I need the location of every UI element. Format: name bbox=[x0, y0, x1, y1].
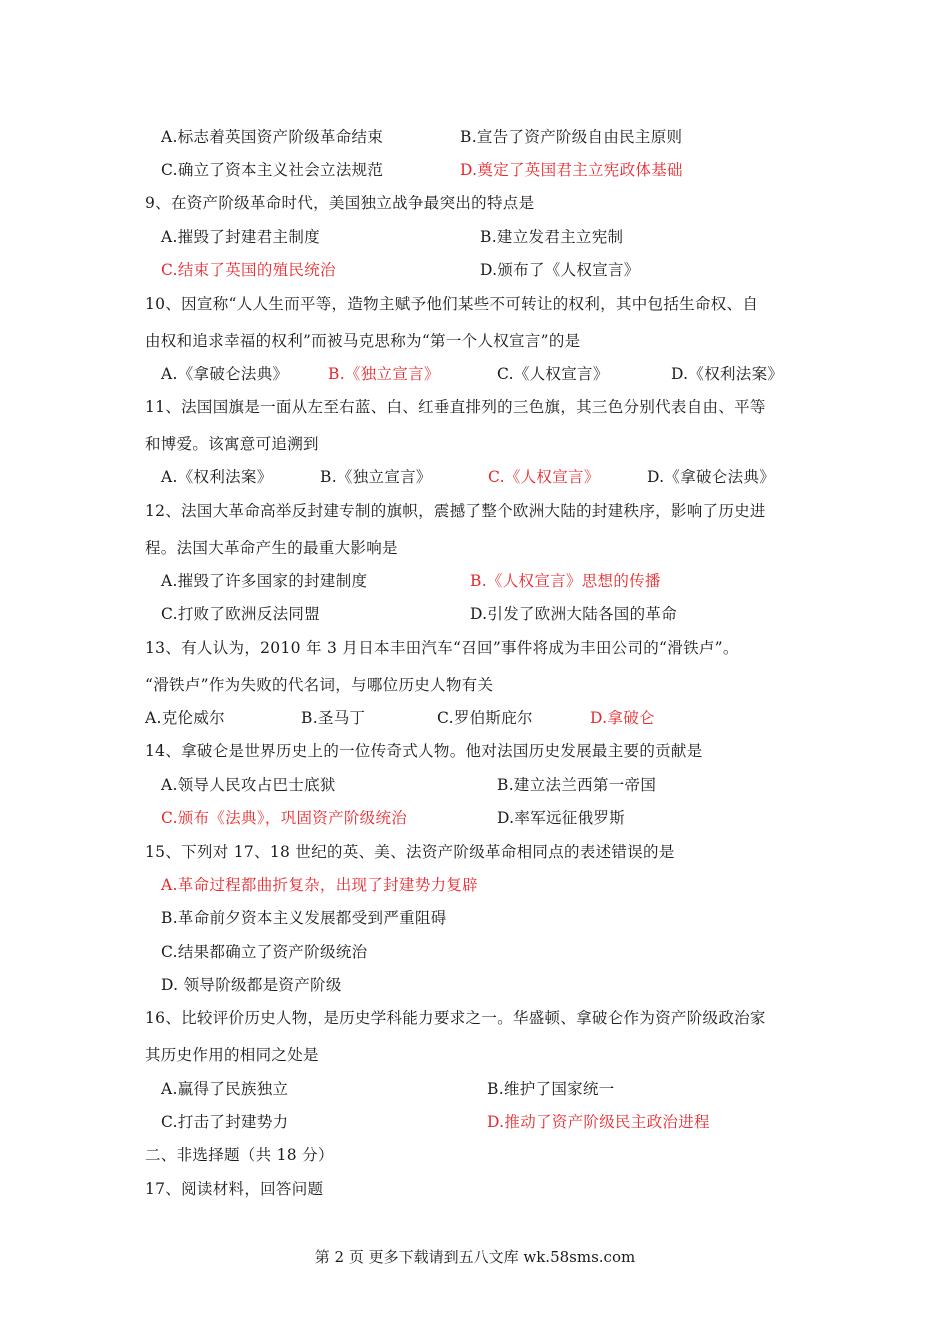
q11-option-d: D.《拿破仑法典》 bbox=[647, 468, 776, 486]
q14-option-a: A.领导人民攻占巴士底狱 bbox=[161, 776, 336, 794]
q17-stem: 17、阅读材料，回答问题 bbox=[145, 1180, 324, 1198]
q9-option-a: A.摧毁了封建君主制度 bbox=[161, 228, 320, 246]
q8-option-d-answer: D.奠定了英国君主立宪政体基础 bbox=[460, 161, 683, 179]
q15-option-d: D. 领导阶级都是资产阶级 bbox=[161, 976, 342, 994]
q16-stem-line1: 16、比较评价历史人物，是历史学科能力要求之一。华盛顿、拿破仑作为资产阶级政治家 bbox=[145, 1009, 766, 1027]
q10-stem-line2: 由权和追求幸福的权利”而被马克思称为“第一个人权宣言”的是 bbox=[145, 332, 581, 350]
q12-option-d: D.引发了欧洲大陆各国的革命 bbox=[470, 605, 678, 623]
q10-option-b-answer: B.《独立宣言》 bbox=[328, 365, 440, 383]
q16-option-d-answer: D.推动了资产阶级民主政治进程 bbox=[487, 1113, 710, 1131]
q15-option-c: C.结果都确立了资产阶级统治 bbox=[161, 943, 368, 961]
q12-stem-line2: 程。法国大革命产生的最重大影响是 bbox=[145, 539, 398, 557]
q16-stem-line2: 其历史作用的相同之处是 bbox=[145, 1046, 319, 1064]
q11-option-a: A.《权利法案》 bbox=[161, 468, 273, 486]
q8-option-a: A.标志着英国资产阶级革命结束 bbox=[161, 128, 384, 146]
q13-option-b: B.圣马丁 bbox=[301, 709, 366, 727]
q11-option-c-answer: C.《人权宣言》 bbox=[488, 468, 600, 486]
q8-option-c: C.确立了资本主义社会立法规范 bbox=[161, 161, 384, 179]
q10-option-c: C.《人权宣言》 bbox=[497, 365, 609, 383]
q16-option-c: C.打击了封建势力 bbox=[161, 1113, 289, 1131]
q12-stem-line1: 12、法国大革命高举反封建专制的旗帜，震撼了整个欧洲大陆的封建秩序，影响了历史进 bbox=[145, 502, 766, 520]
q16-option-a: A.赢得了民族独立 bbox=[161, 1080, 289, 1098]
q10-option-a: A.《拿破仑法典》 bbox=[161, 365, 289, 383]
q9-option-c-answer: C.结束了英国的殖民统治 bbox=[161, 261, 336, 279]
q10-option-d: D.《权利法案》 bbox=[671, 365, 784, 383]
q13-option-a: A.克伦威尔 bbox=[145, 709, 225, 727]
q9-stem: 9、在资产阶级革命时代，美国独立战争最突出的特点是 bbox=[145, 194, 535, 212]
q14-option-d: D.率军远征俄罗斯 bbox=[497, 809, 626, 827]
q11-stem-line2: 和博爱。该寓意可追溯到 bbox=[145, 435, 319, 453]
q13-stem-line2: “滑铁卢”作为失败的代名词，与哪位历史人物有关 bbox=[145, 676, 494, 694]
q10-stem-line1: 10、因宣称“人人生而平等，造物主赋予他们某些不可转让的权利，其中包括生命权、自 bbox=[145, 295, 759, 313]
q14-option-b: B.建立法兰西第一帝国 bbox=[497, 776, 657, 794]
q14-stem: 14、拿破仑是世界历史上的一位传奇式人物。他对法国历史发展最主要的贡献是 bbox=[145, 742, 703, 760]
section2-heading: 二、非选择题（共 18 分） bbox=[145, 1146, 334, 1164]
q11-option-b: B.《独立宣言》 bbox=[320, 468, 432, 486]
q16-option-b: B.维护了国家统一 bbox=[487, 1080, 615, 1098]
q9-option-b: B.建立发君主立宪制 bbox=[480, 228, 624, 246]
q9-option-d: D.颁布了《人权宣言》 bbox=[480, 261, 640, 279]
q15-option-b: B.革命前夕资本主义发展都受到严重阻碍 bbox=[161, 909, 447, 927]
q13-stem-line1: 13、有人认为，2010 年 3 月日本丰田汽车“召回”事件将成为丰田公司的“滑铁卢”。 bbox=[145, 639, 739, 657]
q12-option-a: A.摧毁了许多国家的封建制度 bbox=[161, 572, 368, 590]
q13-option-c: C.罗伯斯庇尔 bbox=[437, 709, 533, 727]
q13-option-d-answer: D.拿破仑 bbox=[590, 709, 655, 727]
q15-stem: 15、下列对 17、18 世纪的英、美、法资产阶级革命相同点的表述错误的是 bbox=[145, 843, 675, 861]
q14-option-c-answer: C.颁布《法典》，巩固资产阶级统治 bbox=[161, 809, 408, 827]
q15-option-a-answer: A.革命过程都曲折复杂，出现了封建势力复辟 bbox=[161, 876, 478, 894]
q12-option-c: C.打败了欧洲反法同盟 bbox=[161, 605, 321, 623]
q11-stem-line1: 11、法国国旗是一面从左至右蓝、白、红垂直排列的三色旗，其三色分别代表自由、平等 bbox=[145, 398, 766, 416]
q8-option-b: B.宣告了资产阶级自由民主原则 bbox=[460, 128, 683, 146]
q12-option-b-answer: B.《人权宣言》思想的传播 bbox=[470, 572, 661, 590]
page-footer: 第 2 页 更多下载请到五八文库 wk.58sms.com bbox=[314, 1248, 636, 1266]
